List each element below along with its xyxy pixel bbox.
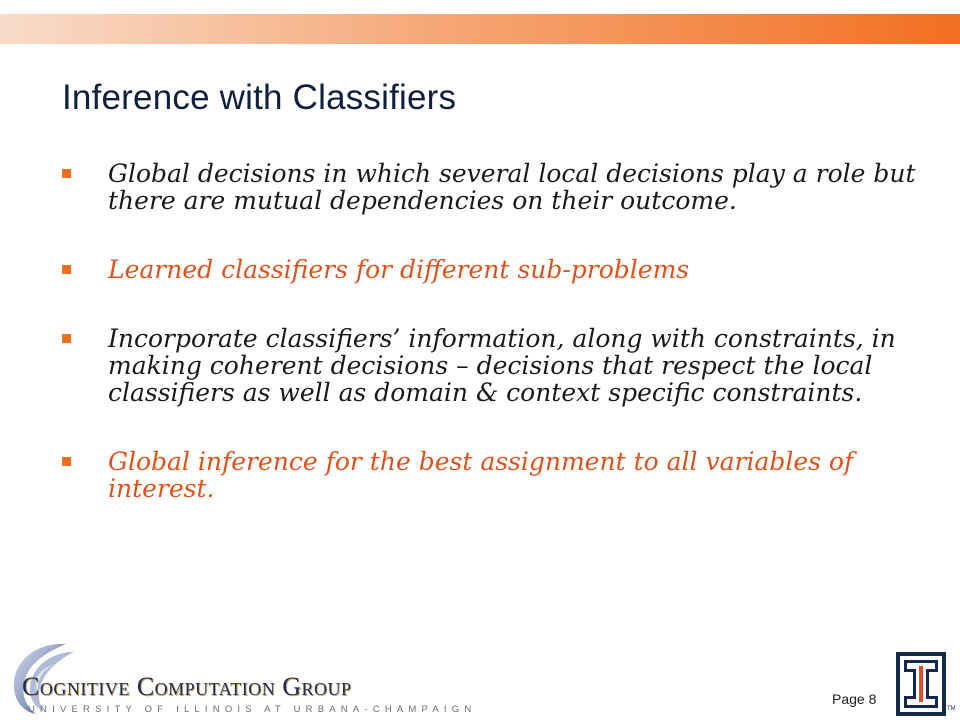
bullet-text: Global inference for the best assignment to all variables of interest. bbox=[108, 447, 854, 503]
square-bullet-icon bbox=[62, 265, 71, 274]
slide-title: Inference with Classifiers bbox=[62, 78, 457, 117]
trademark-mark: TM bbox=[947, 706, 956, 712]
bullet-text: Global decisions in which several local decisions play a role but there are mutual dependencies on their outcome. bbox=[108, 159, 916, 215]
group-logo bbox=[0, 630, 480, 720]
university-subtitle: UNIVERSITY OF ILLINOIS AT URBANA-CHAMPAIGN bbox=[28, 704, 477, 715]
square-bullet-icon bbox=[62, 457, 71, 466]
bullet-list bbox=[62, 160, 922, 542]
square-bullet-icon bbox=[62, 169, 71, 178]
block-i-logo-icon bbox=[896, 652, 946, 716]
bullet-text: Learned classifiers for different sub-problems bbox=[108, 255, 690, 284]
bullet-text: Incorporate classifiers’ information, along with constraints, in making coherent decisions – decisions that respect the local classifiers as well as domain & context specific constraints. bbox=[108, 324, 896, 407]
bullet-item bbox=[62, 448, 922, 502]
bullet-item bbox=[62, 325, 922, 406]
bullet-item bbox=[62, 256, 922, 283]
group-name: Cognitive Computation Group bbox=[22, 672, 352, 701]
bullet-item bbox=[62, 160, 922, 214]
header-gradient-bar bbox=[0, 14, 960, 44]
square-bullet-icon bbox=[62, 334, 71, 343]
page-number: Page 8 bbox=[832, 691, 877, 707]
